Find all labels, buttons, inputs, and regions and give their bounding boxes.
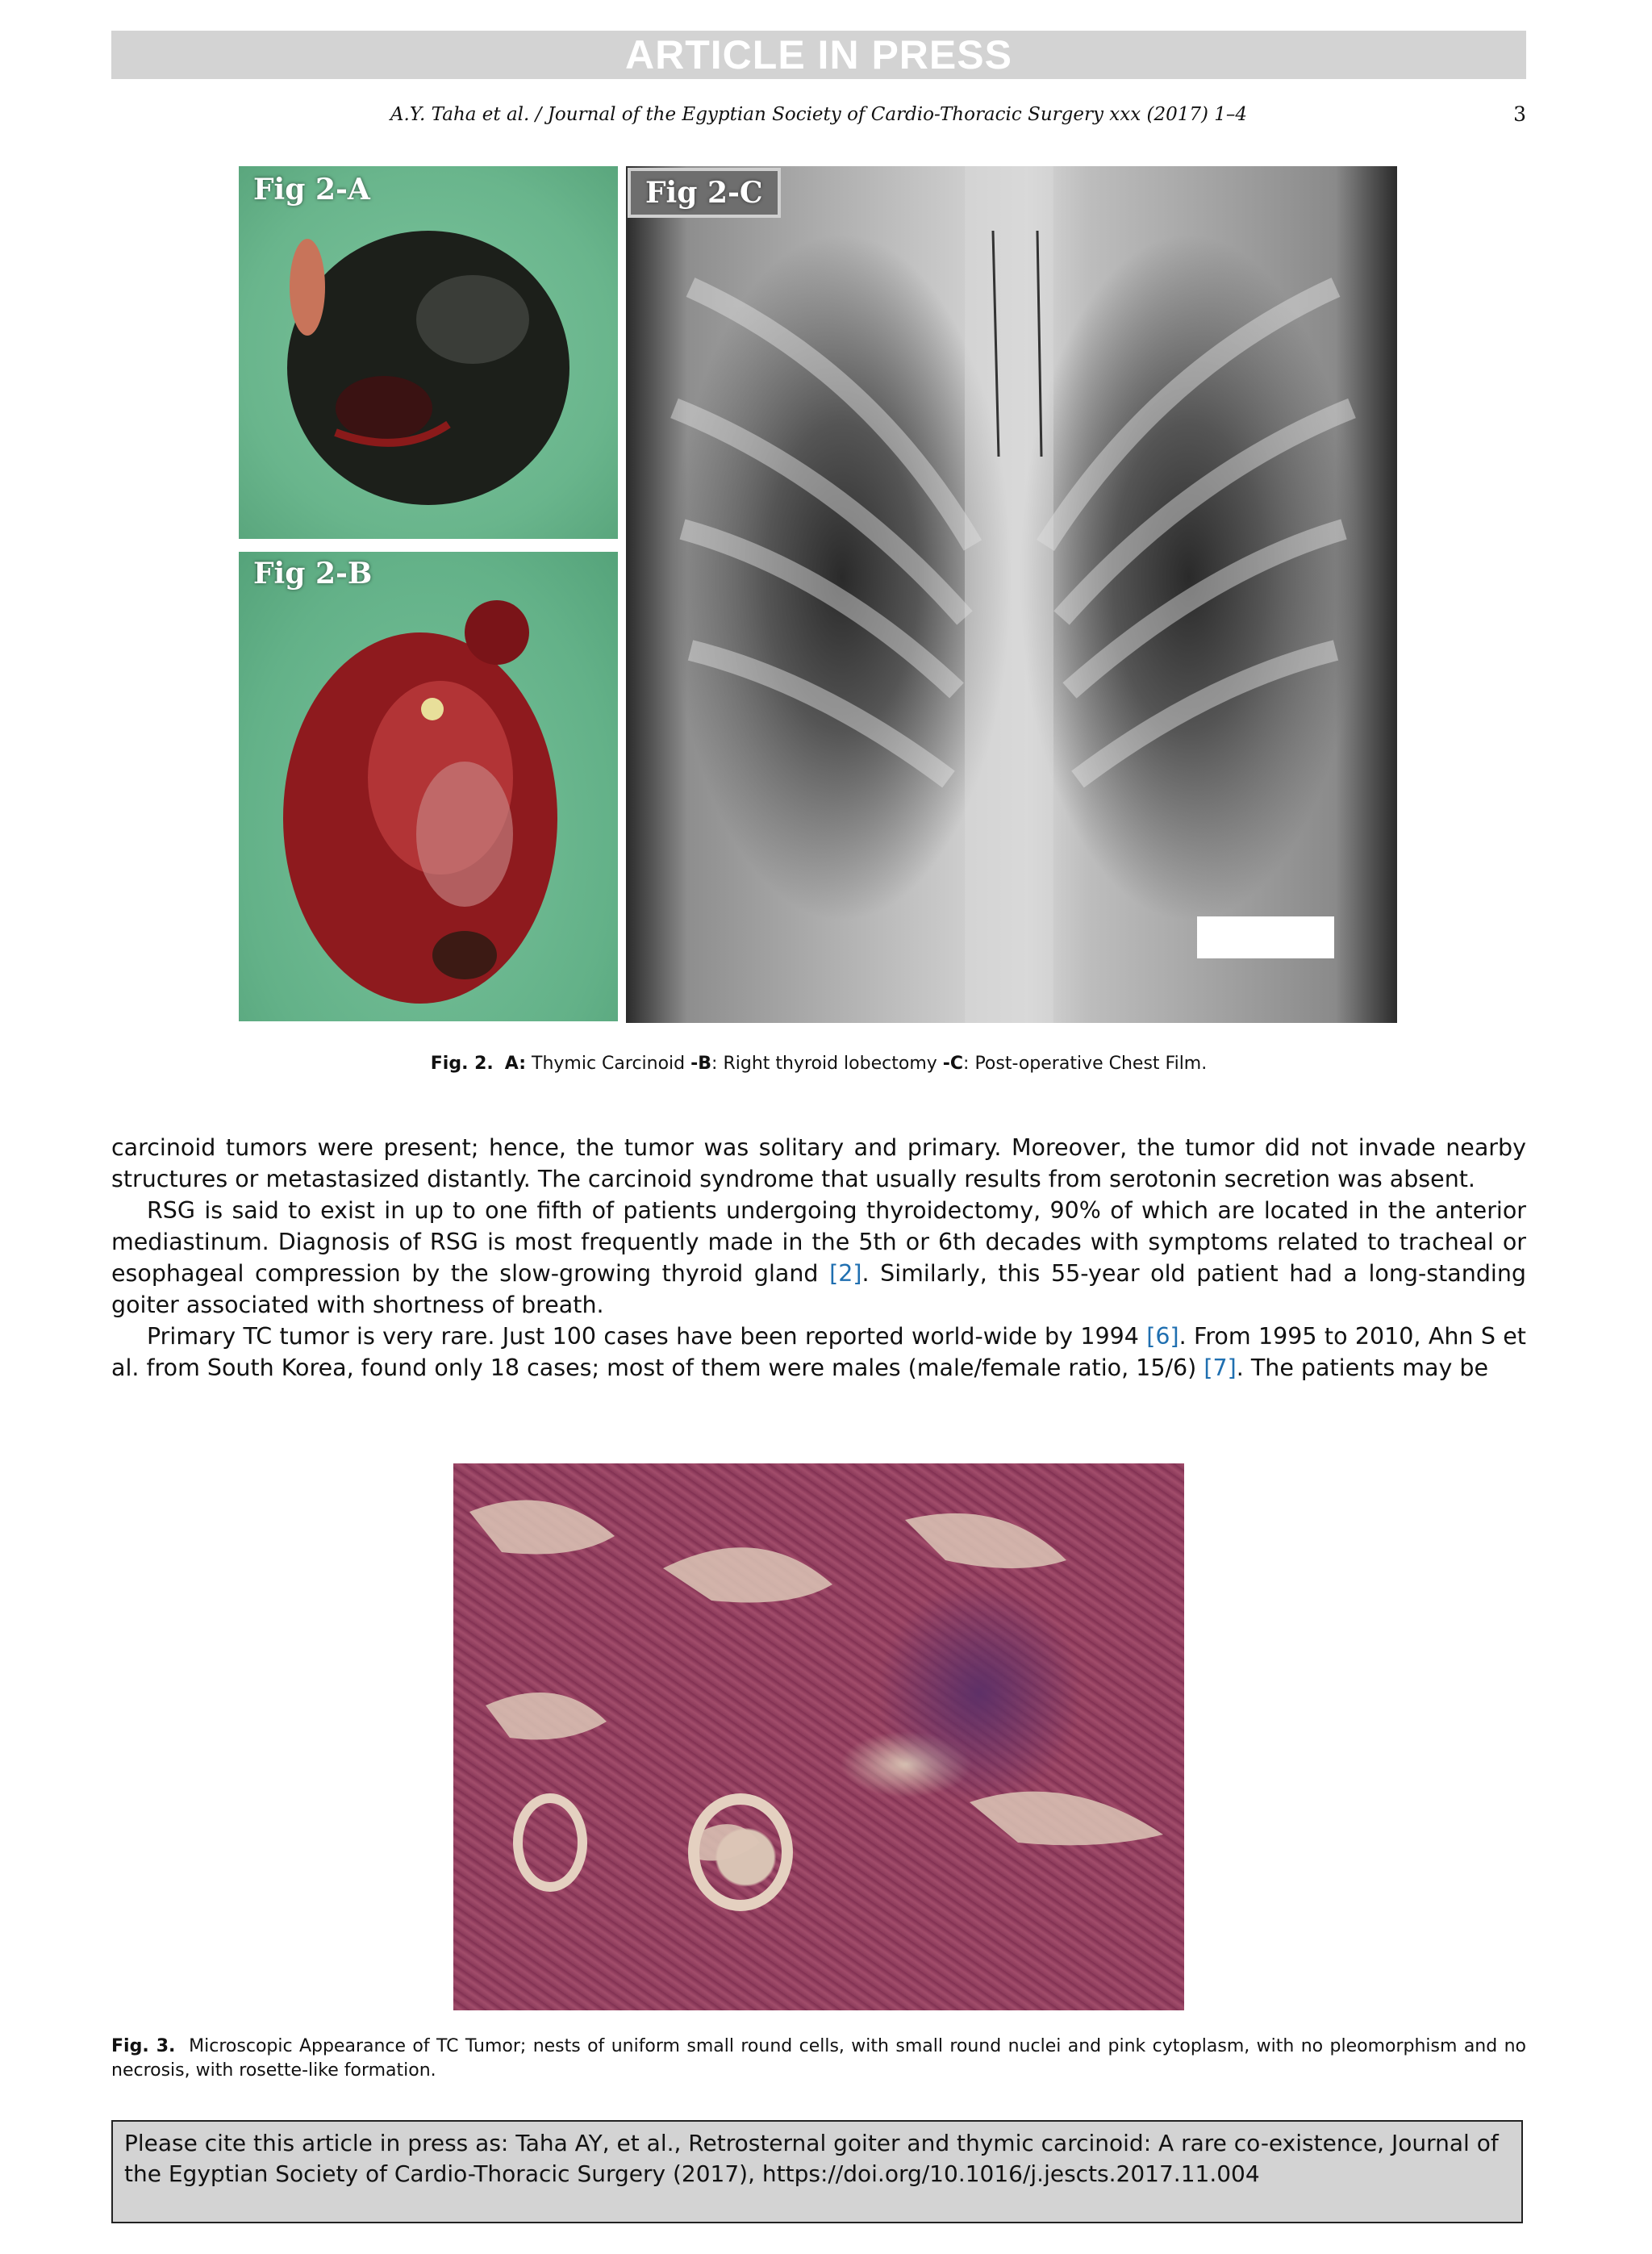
figure-2-caption-c-text: : Post-operative Chest Film. [963, 1054, 1208, 1074]
figure-3-caption [111, 2035, 1526, 2083]
figure-2-caption-a-text: Thymic Carcinoid [532, 1054, 686, 1074]
page-number: 3 [1513, 102, 1526, 126]
paragraph-2-text-a: RSG is said to exist in up to one fifth of patients undergoing thyroidectomy, 90% of which are located in the anterior mediastinum. Diagnosis of RSG is most frequently made in the 5th or 6th decades with symptoms related to tracheal or esophageal compression by the slow-growing thyroid gland [111, 1197, 1526, 1287]
figure-2a-label: Fig 2-A [253, 173, 370, 207]
figure-3-micrograph [453, 1463, 1184, 2010]
reference-link-2[interactable]: [2] [829, 1260, 862, 1287]
figure-2-caption-c-key: -C [942, 1054, 964, 1074]
paragraph-1: carcinoid tumors were present; hence, the tumor was solitary and primary. Moreover, the tumor did not invade nearby structures or metastasized distantly. The carcinoid syndrome that usually results from serotonin secretion was absent. [111, 1134, 1526, 1192]
paragraph-2-text-b: . Similarly, this 55-year old patient had a long-standing goiter associated with shortness of breath. [111, 1260, 1526, 1318]
figure-2-caption-prefix: Fig. 2. [430, 1054, 494, 1074]
citation-box: Please cite this article in press as: Taha AY, et al., Retrosternal goiter and thymic carcinoid: A rare co-existence, Journal of the Egyptian Society of Cardio-Thoracic Surgery (2017), https://doi.org/10.1016/j.jescts.2017.11.004 [111, 2120, 1523, 2223]
paragraph-2 [111, 1195, 1526, 1321]
thyroid-lobectomy-specimen-image [239, 552, 618, 1021]
article-in-press-banner: ARTICLE IN PRESS [111, 31, 1526, 79]
figure-2c-chest-xray [626, 166, 1397, 1023]
thymic-carcinoid-specimen-image [239, 166, 618, 539]
paragraph-3-text-a: Primary TC tumor is very rare. Just 100 cases have been reported world-wide by 1994 [147, 1323, 1147, 1350]
figure-2-caption [111, 1052, 1526, 1076]
paragraph-3-text-c: . The patients may be [1236, 1354, 1489, 1381]
reference-link-6[interactable]: [6] [1146, 1323, 1179, 1350]
figure-3-caption-prefix: Fig. 3. [111, 2036, 176, 2056]
figure-2b-photo [239, 552, 618, 1021]
figure-2-caption-b-text: : Right thyroid lobectomy [711, 1054, 937, 1074]
chest-xray-ribs-image [626, 166, 1397, 1023]
histology-micrograph-image [453, 1463, 1184, 2010]
body-text [111, 1132, 1526, 1384]
figure-2a-photo [239, 166, 618, 539]
redaction-box [1197, 916, 1334, 958]
figure-2c-label: Fig 2-C [628, 168, 781, 218]
figure-2b-label: Fig 2-B [253, 557, 373, 591]
figure-2-caption-b-key: -B [690, 1054, 712, 1074]
reference-link-7[interactable]: [7] [1204, 1354, 1237, 1381]
figure-2-caption-a-key: A: [504, 1054, 526, 1074]
paragraph-3-text-b: . From 1995 to 2010, Ahn S et al. from South Korea, found only 18 cases; most of them were males (male/female ratio, 15/6) [111, 1323, 1526, 1381]
running-head: A.Y. Taha et al. / Journal of the Egyptian Society of Cardio-Thoracic Surgery xxx (2017) 1–4 [390, 104, 1248, 125]
paragraph-3 [111, 1321, 1526, 1384]
figure-3-caption-text: Microscopic Appearance of TC Tumor; nests of uniform small round cells, with small round nuclei and pink cytoplasm, with no pleomorphism and no necrosis, with rosette-like formation. [111, 2036, 1526, 2081]
